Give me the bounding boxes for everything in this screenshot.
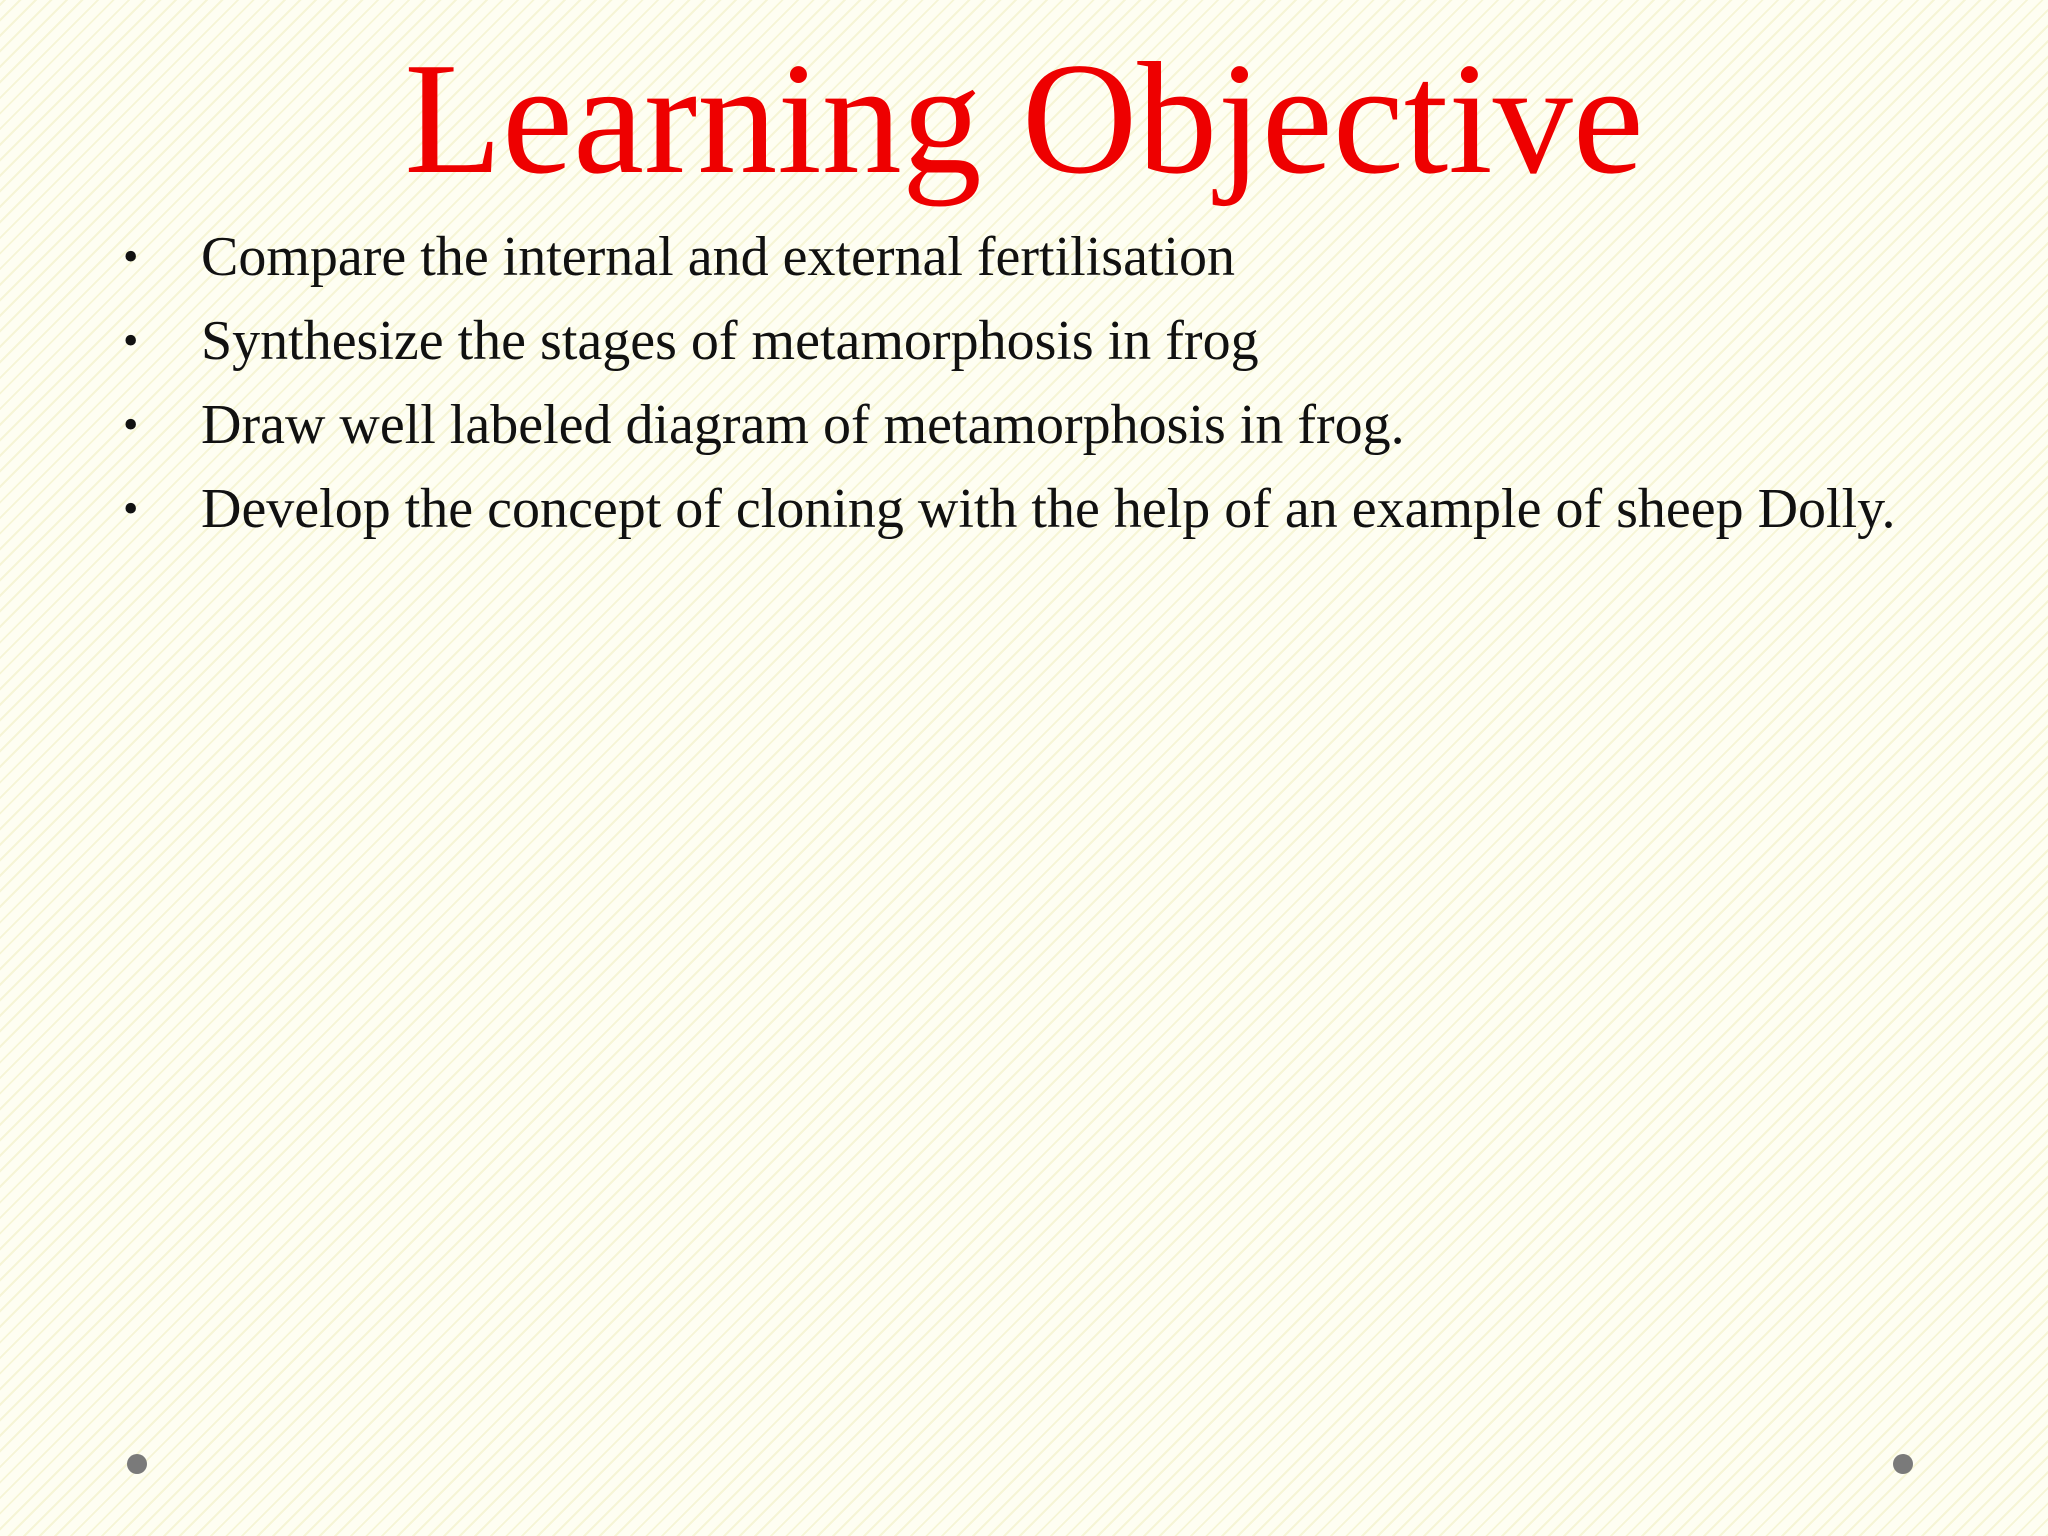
objective-item xyxy=(118,467,2028,551)
bullet-icon: • xyxy=(123,316,139,365)
slide-title: Learning Objective xyxy=(404,29,1644,207)
objective-item xyxy=(118,299,2028,383)
objective-item xyxy=(118,383,2028,467)
bullet-icon: • xyxy=(123,400,139,449)
objective-list xyxy=(118,215,2028,551)
objective-text: Develop the concept of cloning with the help of an example of sheep Dolly. xyxy=(201,478,1896,540)
corner-dot-icon xyxy=(1893,1454,1913,1474)
bullet-icon: • xyxy=(123,484,139,533)
objective-text: Synthesize the stages of metamorphosis in frog xyxy=(201,310,1259,372)
objective-item xyxy=(118,215,2028,299)
objective-text: Compare the internal and external fertilisation xyxy=(201,226,1236,288)
bullet-icon: • xyxy=(123,232,139,281)
corner-dot-icon xyxy=(127,1454,147,1474)
objective-text: Draw well labeled diagram of metamorphosis in frog. xyxy=(201,394,1405,456)
